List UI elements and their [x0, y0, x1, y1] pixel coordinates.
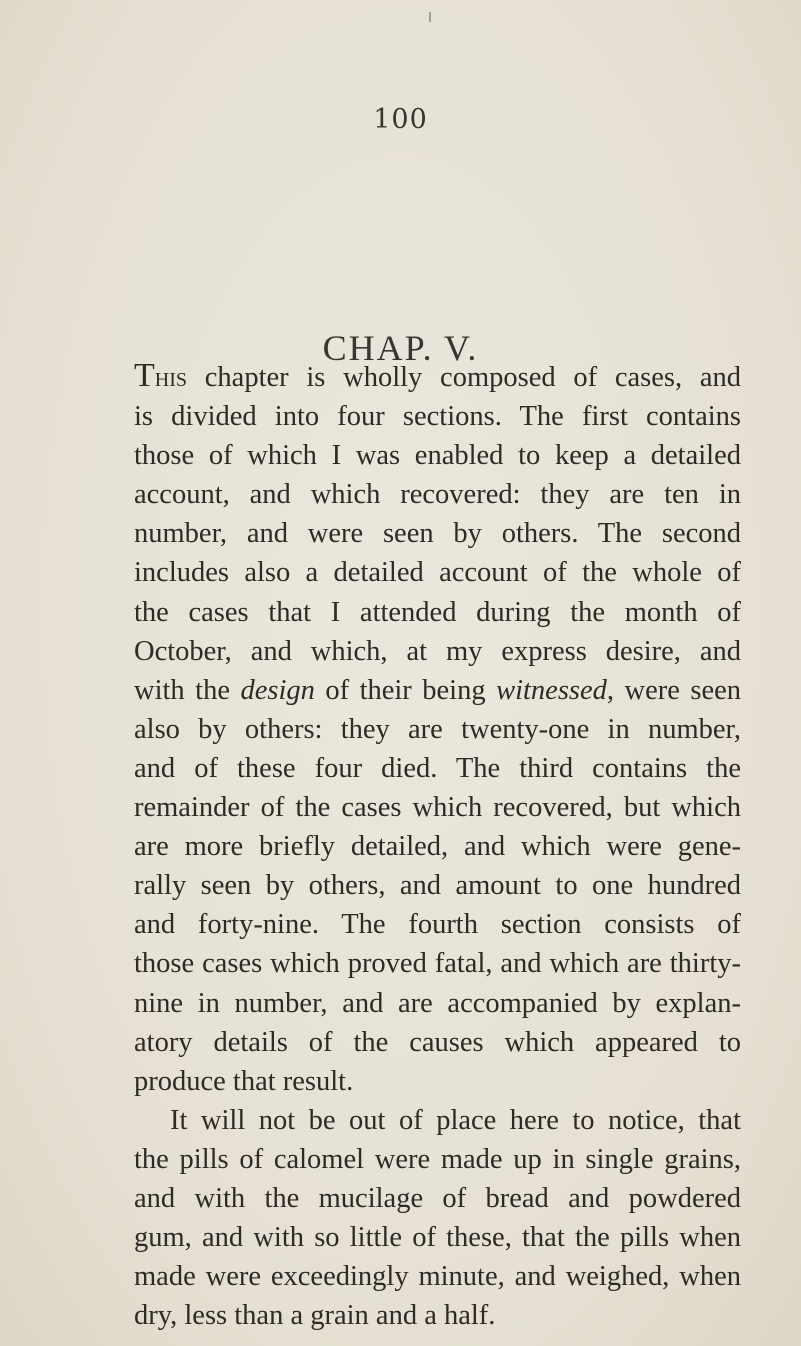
text-run: those cases which proved fatal, and which are thirty-	[134, 948, 741, 980]
text-run: and with the mucilage of bread and powdered	[134, 1182, 741, 1214]
text-run: October, and which, at my express desire, and	[134, 635, 741, 667]
text-line	[134, 749, 741, 788]
paper-blemish	[429, 12, 431, 22]
text-line	[134, 788, 741, 827]
text-line	[134, 632, 741, 671]
text-run: his	[154, 362, 188, 393]
text-line	[134, 1296, 741, 1335]
text-line	[134, 1140, 741, 1179]
text-line	[134, 944, 741, 983]
text-line	[134, 593, 741, 632]
text-run: includes also a detailed account of the whole of	[134, 557, 741, 589]
text-run: those of which I was enabled to keep a detailed	[134, 440, 741, 472]
text-run: design	[240, 674, 315, 706]
text-run: and forty-nine. The fourth section consists of	[134, 909, 741, 941]
text-line	[134, 397, 741, 436]
text-line	[134, 827, 741, 866]
text-line	[134, 1062, 741, 1101]
chapter-body-text	[134, 356, 741, 1335]
text-run: chapter is wholly composed of cases, and	[187, 362, 741, 393]
text-run: gum, and with so little of these, that the pills when	[134, 1222, 741, 1254]
text-run: number, and were seen by others. The second	[134, 518, 741, 550]
text-run: are more briefly detailed, and which were gene-	[134, 831, 741, 863]
page-number: 100	[373, 104, 428, 135]
text-run: the pills of calomel were made up in single grains,	[134, 1143, 741, 1175]
text-run: dry, less than a grain and a half.	[134, 1300, 496, 1332]
text-line	[134, 984, 741, 1023]
paragraph	[134, 1101, 741, 1336]
text-run: , were seen	[606, 674, 741, 706]
text-line	[134, 671, 741, 710]
text-line	[134, 1257, 741, 1296]
text-line	[134, 866, 741, 905]
text-line	[134, 356, 741, 397]
text-run: rally seen by others, and amount to one hundred	[134, 870, 741, 902]
text-run: witnessed	[496, 674, 607, 706]
text-run: and of these four died. The third contains the	[134, 752, 741, 784]
text-run: is divided into four sections. The first contains	[134, 401, 741, 433]
text-run: nine in number, and are accompanied by explan-	[134, 987, 741, 1019]
text-line	[134, 436, 741, 475]
text-run: with the	[134, 674, 241, 706]
text-line	[134, 905, 741, 944]
text-run: produce that result.	[134, 1065, 354, 1097]
text-run: account, and which recovered: they are ten in	[134, 479, 741, 511]
text-run: remainder of the cases which recovered, but which	[134, 792, 741, 824]
text-run: atory details of the causes which appeared to	[134, 1026, 741, 1058]
text-line	[134, 1023, 741, 1062]
text-line	[134, 1218, 741, 1257]
text-run: of their being	[314, 674, 497, 706]
text-line	[134, 1101, 741, 1140]
drop-cap: T	[134, 357, 155, 394]
text-line	[134, 475, 741, 514]
text-line	[134, 553, 741, 592]
text-run: also by others: they are twenty-one in number,	[134, 713, 741, 745]
paragraph	[134, 356, 741, 1101]
text-run: the cases that I attended during the month of	[134, 596, 741, 628]
text-run: made were exceedingly minute, and weighed, when	[134, 1261, 741, 1293]
text-line	[134, 710, 741, 749]
chapter-heading: CHAP. V.	[322, 328, 479, 368]
text-line	[134, 514, 741, 553]
text-line	[134, 1179, 741, 1218]
text-run: It will not be out of place here to notice, that	[170, 1104, 741, 1136]
